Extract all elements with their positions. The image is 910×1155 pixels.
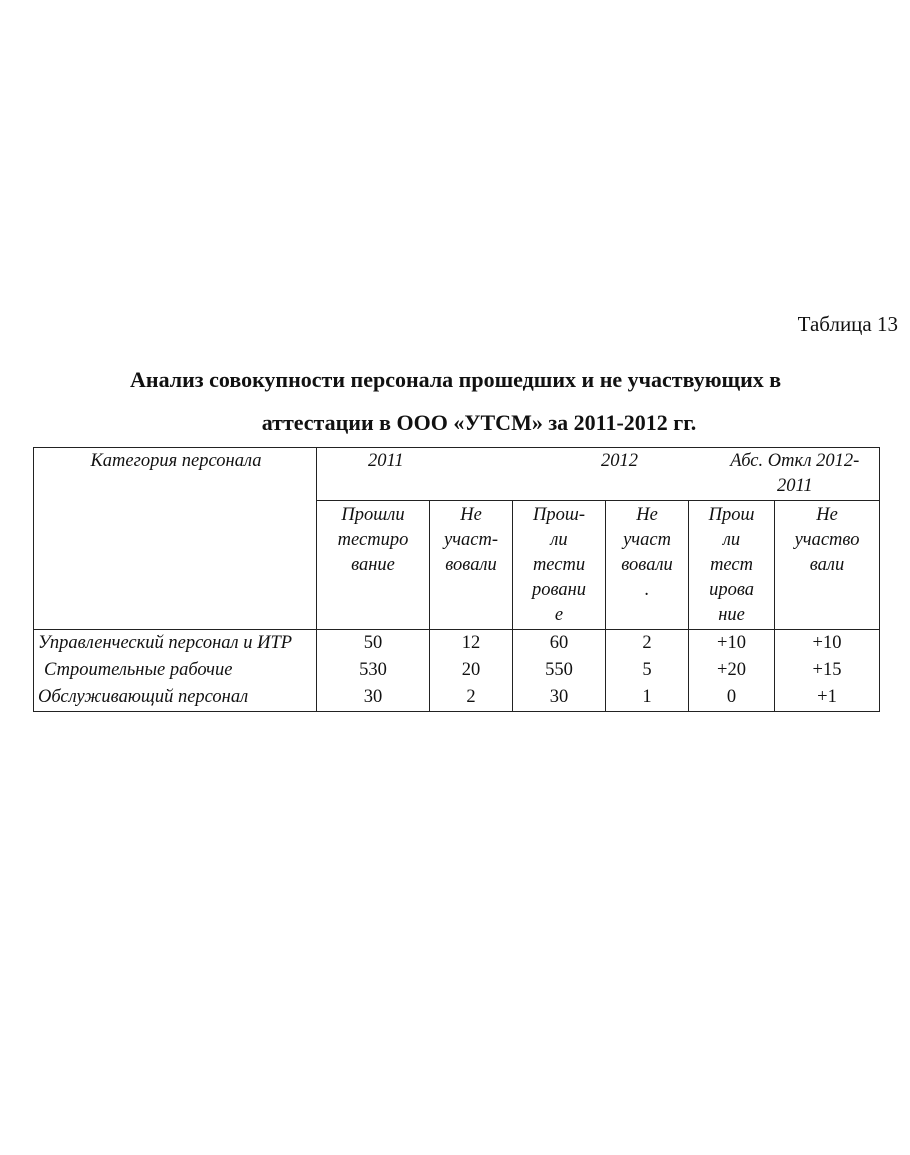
cell-value: +15	[775, 657, 880, 684]
header-sub-absent-2012: Не участ вовали .	[606, 501, 689, 630]
cell-value: 5	[606, 657, 689, 684]
cell-value: 12	[430, 630, 513, 658]
cell-value: 530	[317, 657, 430, 684]
header-sub-passed-dev: Прош ли тест ирова ние	[689, 501, 775, 630]
header-sub-passed-2011: Прошли тестиро вание	[317, 501, 430, 630]
document-title	[30, 358, 880, 444]
table-number-label: Таблица 13	[797, 312, 898, 336]
row-category: Строительные рабочие	[34, 657, 317, 684]
cell-value: 2	[430, 684, 513, 712]
cell-value: 30	[317, 684, 430, 712]
cell-value: 20	[430, 657, 513, 684]
cell-value: +1	[775, 684, 880, 712]
table-row	[34, 684, 880, 712]
cell-value: 50	[317, 630, 430, 658]
cell-value: +20	[689, 657, 775, 684]
cell-value: 2	[606, 630, 689, 658]
table-row	[34, 630, 880, 658]
row-category: Обслуживающий персонал	[34, 684, 317, 712]
header-sub-absent-dev: Не участво вали	[775, 501, 880, 630]
cell-value: 550	[513, 657, 606, 684]
header-category: Категория персонала	[34, 448, 317, 630]
cell-value: 30	[513, 684, 606, 712]
header-abs-deviation: Абс. Откл 2012-2011	[689, 448, 880, 501]
cell-value: +10	[775, 630, 880, 658]
header-sub-absent-2011: Не участ- вовали	[430, 501, 513, 630]
header-year-2012: 2012	[513, 448, 689, 501]
header-year-2011: 2011	[317, 448, 513, 501]
cell-value: 0	[689, 684, 775, 712]
cell-value: 1	[606, 684, 689, 712]
header-sub-passed-2012: Прош- ли тести ровани е	[513, 501, 606, 630]
header-row-years	[34, 448, 880, 501]
table-row	[34, 657, 880, 684]
cell-value: +10	[689, 630, 775, 658]
title-line-1: Анализ совокупности персонала прошедших и не участвующих в	[130, 367, 782, 392]
cell-value: 60	[513, 630, 606, 658]
row-category: Управленческий персонал и ИТР	[34, 630, 317, 658]
title-line-2: аттестации в ООО «УТСМ» за 2011-2012 гг.	[261, 410, 697, 435]
personnel-table	[33, 447, 880, 712]
